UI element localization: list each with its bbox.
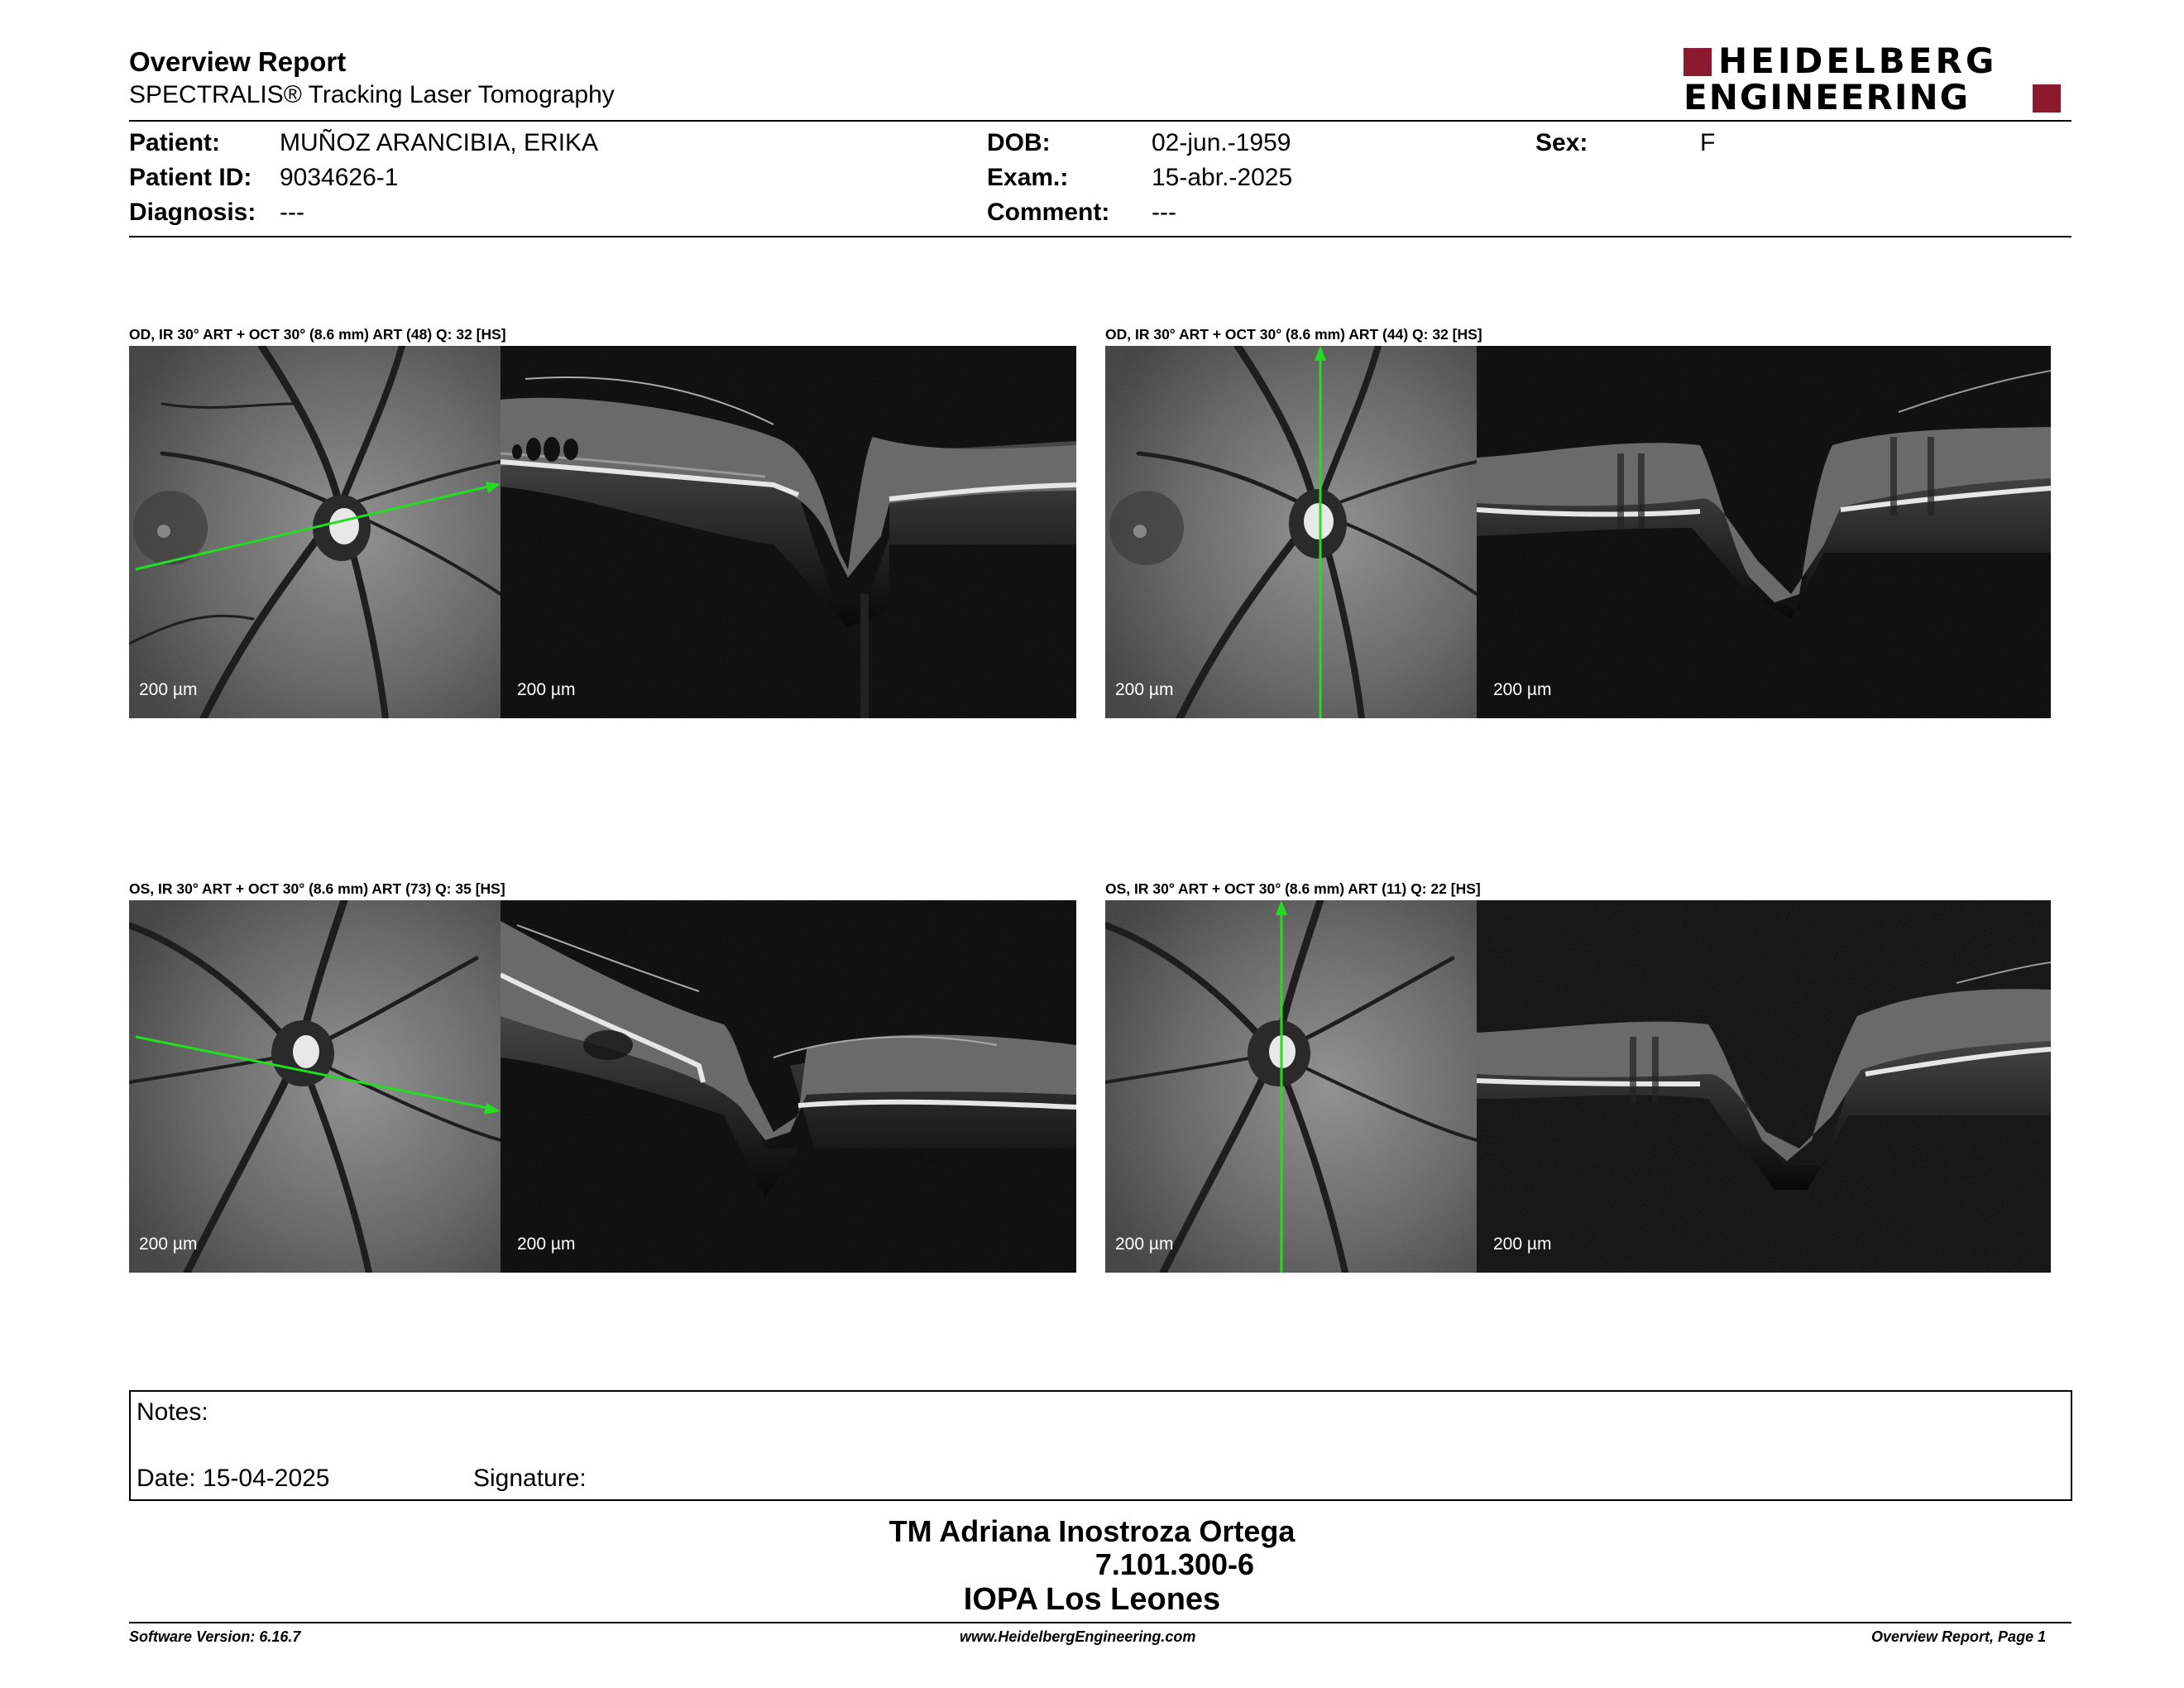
notes-label: Notes: <box>136 1398 208 1426</box>
scan-3-ir-scale: 200 µm <box>139 1235 198 1254</box>
scan-1-bscan <box>500 346 1076 718</box>
sex-value: F <box>1700 129 1716 156</box>
signature-label: Signature: <box>473 1465 587 1492</box>
header-divider <box>129 120 2071 122</box>
exam-label: Exam.: <box>987 164 1069 191</box>
dob-label: DOB: <box>987 129 1051 156</box>
signature-name: TM Adriana Inostroza Ortega <box>888 1514 1296 1548</box>
diagnosis-label: Diagnosis: <box>129 199 256 226</box>
patient-id-value: 9034626-1 <box>280 164 399 191</box>
signature-rut: 7.101.300-6 <box>1094 1547 1255 1581</box>
report-title: Overview Report <box>129 46 347 77</box>
scan-1-ir-scale: 200 µm <box>139 680 198 699</box>
footer-website[interactable]: www.HeidelbergEngineering.com <box>960 1628 1196 1645</box>
scan-2-oct-image <box>1477 346 2051 718</box>
scan-2-fundus <box>1105 346 1477 718</box>
sex-label: Sex: <box>1535 129 1588 156</box>
logo-line1: HEIDELBERG <box>1718 41 1998 81</box>
scan-2-oct-scale: 200 µm <box>1493 680 1552 699</box>
scan-4-ir-scale: 200 µm <box>1115 1235 1174 1254</box>
scan-2-ir-image <box>1105 346 1477 718</box>
patient-id-label: Patient ID: <box>129 164 252 191</box>
scan-2-ir-scale: 200 µm <box>1115 680 1174 699</box>
patient-divider <box>129 236 2071 237</box>
footer-page: Overview Report, Page 1 <box>1871 1628 2047 1645</box>
scan-3-bscan <box>500 900 1076 1273</box>
scan-1-oct-scale: 200 µm <box>517 680 576 699</box>
scan-3-fundus <box>129 900 500 1273</box>
comment-label: Comment: <box>987 199 1110 226</box>
scan-4-oct-image <box>1477 900 2051 1273</box>
report-subtitle: SPECTRALIS® Tracking Laser Tomography <box>129 81 615 108</box>
patient-value: MUÑOZ ARANCIBIA, ERIKA <box>280 129 599 156</box>
scan-4-oct-scale: 200 µm <box>1493 1235 1552 1254</box>
date-label: Date: 15-04-2025 <box>136 1465 330 1492</box>
scan-4-title: OS, IR 30° ART + OCT 30° (8.6 mm) ART (11) Q: 22 [HS] <box>1105 880 1481 897</box>
scan-3-oct-image <box>500 900 1076 1273</box>
dob-value: 02-jun.-1959 <box>1152 129 1291 156</box>
logo-line2: ENGINEERING <box>1684 77 1971 117</box>
scan-2-bscan <box>1477 346 2051 718</box>
diagnosis-value: --- <box>280 199 304 226</box>
notes-box <box>129 1390 2072 1501</box>
scan-1-ir-image <box>129 346 500 718</box>
comment-value: --- <box>1152 199 1176 226</box>
scan-1-title: OD, IR 30° ART + OCT 30° (8.6 mm) ART (48) Q: 32 [HS] <box>129 326 506 343</box>
patient-label: Patient: <box>129 129 221 156</box>
logo-square-bottom <box>2033 84 2061 113</box>
footer-divider <box>129 1622 2071 1623</box>
exam-value: 15-abr.-2025 <box>1152 164 1293 191</box>
heidelberg-logo <box>1684 41 2072 117</box>
scan-4-ir-image <box>1105 900 1477 1273</box>
scan-2-title: OD, IR 30° ART + OCT 30° (8.6 mm) ART (44) Q: 32 [HS] <box>1105 326 1482 343</box>
scan-1-oct-image <box>500 346 1076 718</box>
scan-4-bscan <box>1477 900 2051 1273</box>
logo-square-top <box>1684 48 1712 76</box>
scan-3-oct-scale: 200 µm <box>517 1235 576 1254</box>
footer-software-version: Software Version: 6.16.7 <box>129 1628 301 1645</box>
scan-4-fundus <box>1105 900 1477 1273</box>
scan-3-ir-image <box>129 900 500 1273</box>
signature-institution: IOPA Los Leones <box>963 1582 1221 1617</box>
scan-1-fundus <box>129 346 500 718</box>
scan-3-title: OS, IR 30° ART + OCT 30° (8.6 mm) ART (73) Q: 35 [HS] <box>129 880 505 897</box>
